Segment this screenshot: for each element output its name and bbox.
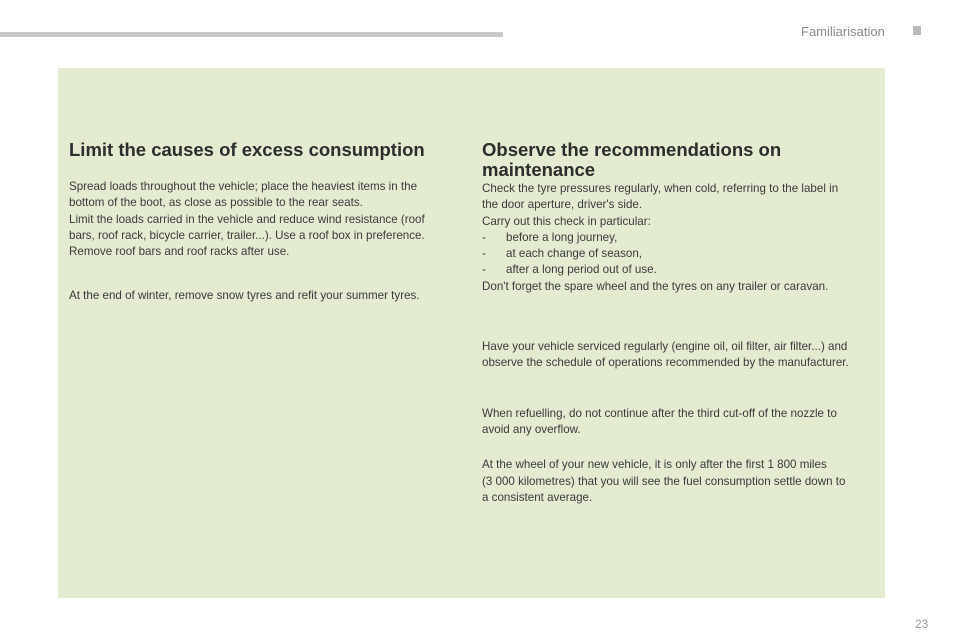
text-line: Spread loads throughout the vehicle; place the heaviest items in the [69, 180, 418, 193]
left-paragraph-2: At the end of winter, remove snow tyres and refit your summer tyres. [69, 289, 420, 303]
list-item [482, 230, 882, 246]
content-panel [58, 68, 885, 598]
new-vehicle-paragraph [482, 457, 882, 506]
text-line: At the wheel of your new vehicle, it is only after the first 1 800 miles [482, 458, 827, 472]
list-dash: - [482, 263, 486, 277]
heading-line: Observe the recommendations on [482, 139, 782, 160]
left-heading: Limit the causes of excess consumption [69, 139, 425, 160]
tyre-paragraph [482, 181, 882, 295]
list-item [482, 246, 882, 262]
refuel-paragraph [482, 406, 882, 439]
page-number: 23 [915, 617, 929, 631]
list-dash: - [482, 247, 486, 261]
text-line: Carry out this check in particular: [482, 214, 651, 228]
list-item [482, 262, 882, 278]
text-line: Limit the loads carried in the vehicle and reduce wind resistance (roof [69, 212, 425, 226]
header-rule [0, 32, 503, 37]
list-item-text: before a long journey, [506, 230, 618, 244]
text-line: avoid any overflow. [482, 422, 581, 436]
service-paragraph [482, 339, 882, 372]
list-item-text: at each change of season, [506, 247, 643, 261]
text-line: observe the schedule of operations recommended by the manufacturer. [482, 356, 849, 370]
text-line: Remove roof bars and roof racks after use. [69, 245, 290, 259]
text-line: bottom of the boot, as close as possible to the rear seats. [69, 196, 363, 210]
text-line: bars, roof rack, bicycle carrier, trailer...). Use a roof box in preference. [69, 228, 425, 242]
section-title: Familiarisation [801, 24, 885, 39]
text-line: a consistent average. [482, 490, 593, 504]
text-line: Have your vehicle serviced regularly (engine oil, oil filter, air filter...) and [482, 340, 848, 354]
heading-line: maintenance [482, 159, 596, 180]
list-dash: - [482, 230, 486, 244]
left-column [69, 140, 469, 305]
section-marker [913, 26, 921, 35]
text-line: (3 000 kilometres) that you will see the fuel consumption settle down to [482, 474, 846, 488]
text-line: the door aperture, driver's side. [482, 198, 643, 212]
text-line: Check the tyre pressures regularly, when cold, referring to the label in [482, 182, 839, 195]
text-line: When refuelling, do not continue after the third cut-off of the nozzle to [482, 406, 837, 420]
right-heading [482, 140, 882, 180]
left-paragraph-1 [69, 179, 469, 260]
right-column [482, 140, 882, 506]
text-line: Don't forget the spare wheel and the tyres on any trailer or caravan. [482, 279, 829, 293]
list-item-text: after a long period out of use. [506, 263, 657, 277]
